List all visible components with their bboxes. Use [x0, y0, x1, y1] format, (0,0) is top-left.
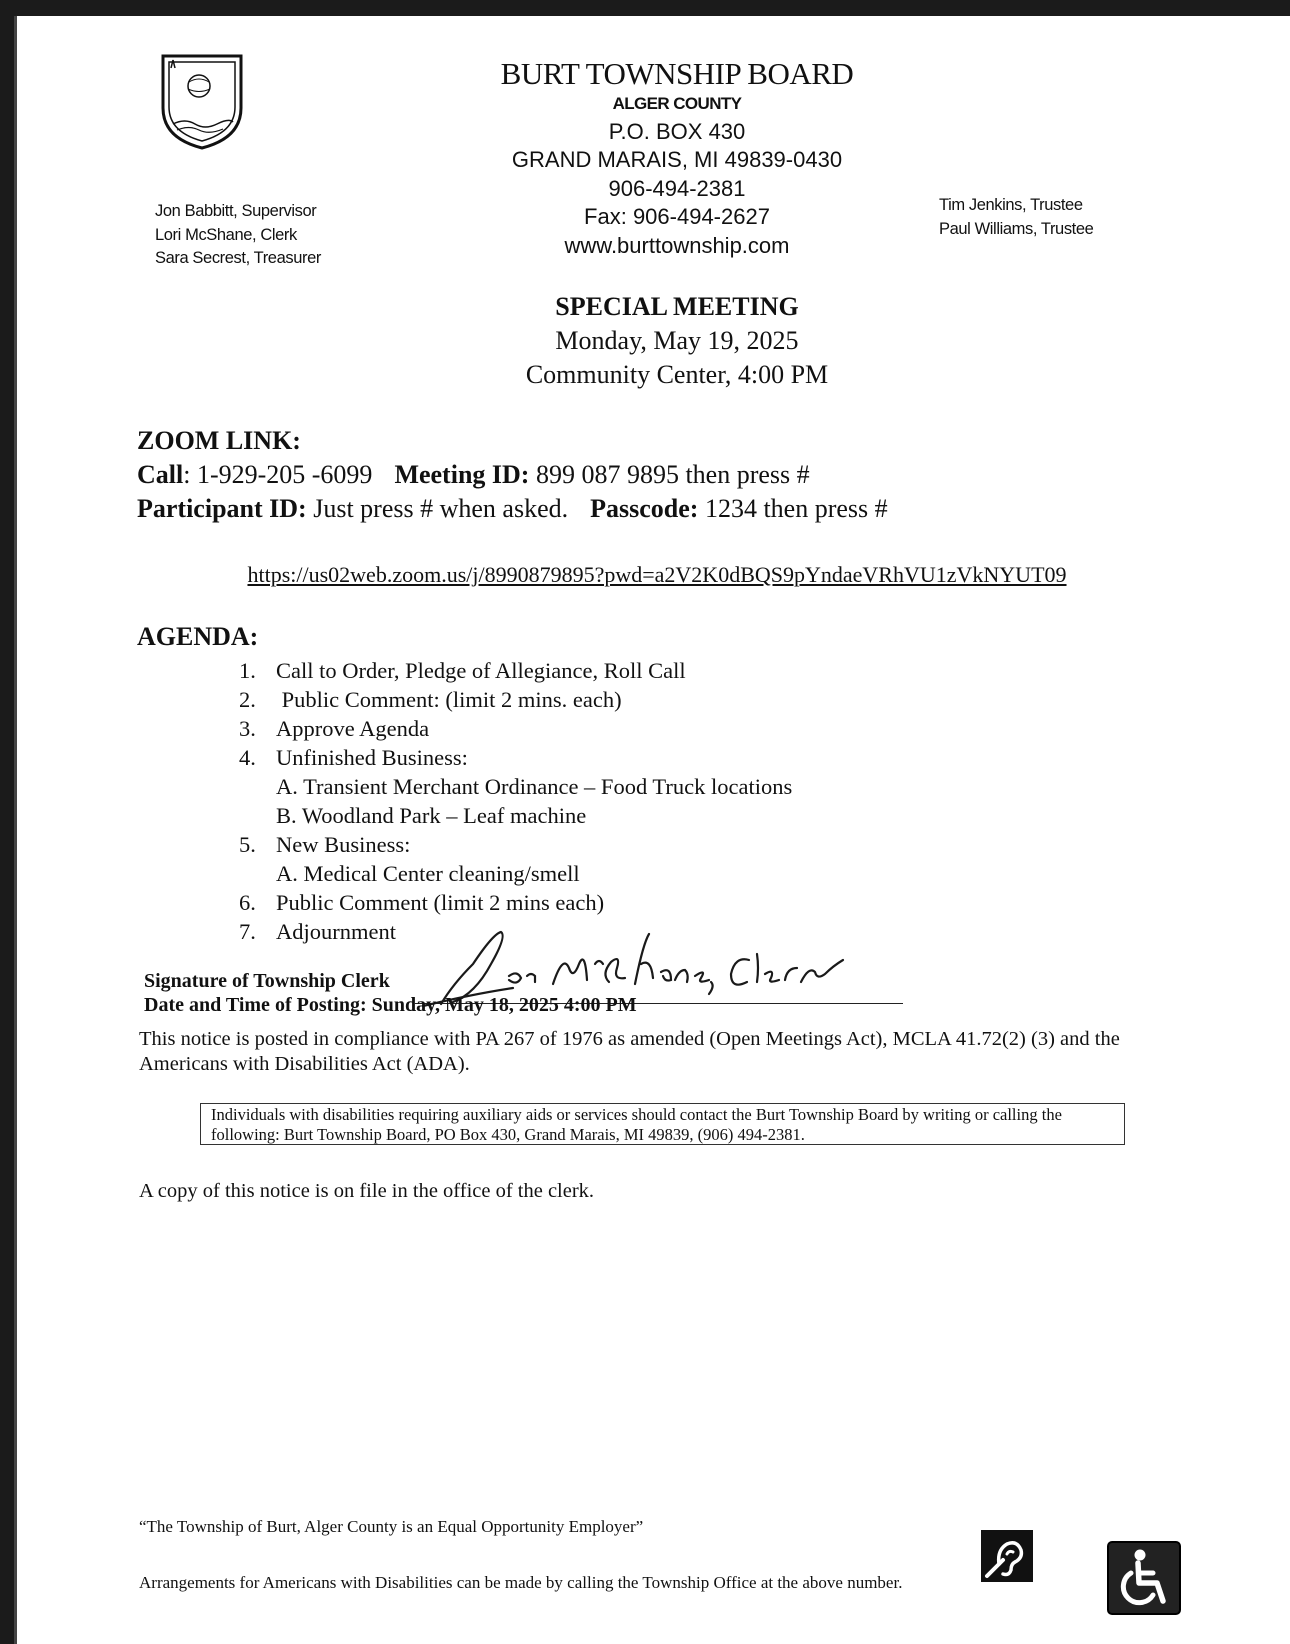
meeting-date: Monday, May 19, 2025 [555, 326, 799, 355]
meeting-id-label: Meeting ID: [394, 460, 530, 489]
signature-label: Signature of Township Clerk [144, 970, 390, 992]
officers-left [155, 200, 321, 271]
officers-right [939, 194, 1093, 241]
call-label: Call [137, 460, 184, 489]
township-logo-icon [159, 52, 245, 150]
city-address: GRAND MARAIS, MI 49839-0430 [511, 147, 843, 172]
officer-clerk: Lori McShane, Clerk [155, 225, 297, 244]
meeting-type: SPECIAL MEETING [555, 292, 799, 321]
county-name: ALGER COUNTY [612, 94, 742, 113]
meeting-place: Community Center, 4:00 PM [525, 360, 829, 389]
equal-opportunity-statement: “The Township of Burt, Alger County is an Equal Opportunity Employer” [139, 1517, 644, 1536]
officer-supervisor: Jon Babbitt, Supervisor [155, 202, 317, 220]
copy-on-file-note: A copy of this notice is on file in the office of the clerk. [139, 1180, 595, 1202]
compliance-text: This notice is posted in compliance with PA 267 of 1976 as amended (Open Meetings Act), MCLA 41.72(2) (3) and the Americans with Disabilities Act (ADA). [139, 1028, 1120, 1075]
agenda-item: 5. New Business: [239, 832, 411, 857]
hearing-assistance-icon [981, 1530, 1033, 1582]
agenda-item: 6. Public Comment (limit 2 mins each) [239, 890, 605, 915]
website-link[interactable]: www.burttownship.com [564, 233, 790, 258]
officer-treasurer: Sara Secrest, Treasurer [155, 249, 321, 267]
phone-number: 906-494-2381 [608, 176, 746, 201]
fax-number: Fax: 906-494-2627 [584, 204, 770, 229]
meeting-id-value: 899 087 9895 then press # [529, 460, 810, 489]
agenda-subitem: B. Woodland Park – Leaf machine [276, 803, 587, 828]
wheelchair-accessible-icon [1107, 1541, 1181, 1615]
posting-date-time: Date and Time of Posting: Sunday, May 18, 2025 4:00 PM [144, 994, 637, 1016]
board-title: BURT TOWNSHIP BOARD [500, 56, 854, 91]
disability-notice-box: Individuals with disabilities requiring auxiliary aids or services should contact the Burt Township Board by writing or calling the following: Burt Township Board, PO Box 430, Grand Marais, MI 49839, (906) 494-2381. [200, 1103, 1125, 1145]
participant-label: Participant ID: [137, 494, 307, 523]
agenda-item: 7. Adjournment [239, 919, 396, 944]
zoom-participant-line [137, 494, 888, 524]
agenda-heading: AGENDA: [137, 622, 259, 651]
agenda-subitem: A. Transient Merchant Ordinance – Food Truck locations [276, 774, 793, 799]
zoom-call-line [137, 460, 810, 490]
zoom-url-link[interactable]: https://us02web.zoom.us/j/8990879895?pwd=a2V2K0dBQS9pYndaeVRhVU1zVkNYUT09 [247, 562, 1067, 587]
agenda-subitem: A. Medical Center cleaning/smell [276, 861, 580, 886]
agenda-item: 2. Public Comment: (limit 2 mins. each) [239, 687, 622, 712]
agenda-item: 4. Unfinished Business: [239, 745, 468, 770]
officer-trustee-2: Paul Williams, Trustee [939, 219, 1094, 238]
agenda-item: 1. Call to Order, Pledge of Allegiance, Roll Call [239, 658, 686, 683]
zoom-heading: ZOOM LINK: [137, 426, 301, 455]
agenda-item: 3. Approve Agenda [239, 716, 430, 741]
po-box: P.O. BOX 430 [608, 119, 746, 144]
notice-page [14, 16, 1290, 1644]
agenda-list [239, 656, 792, 946]
participant-value: Just press # when asked. [306, 494, 569, 523]
officer-trustee-1: Tim Jenkins, Trustee [939, 196, 1083, 214]
call-number: : 1-929-205 -6099 [183, 460, 373, 489]
passcode-label: Passcode: [590, 494, 699, 523]
passcode-value: 1234 then press # [698, 494, 888, 523]
ada-arrangements-text: Arrangements for Americans with Disabilities can be made by calling the Township Office at the above number. [139, 1573, 903, 1592]
